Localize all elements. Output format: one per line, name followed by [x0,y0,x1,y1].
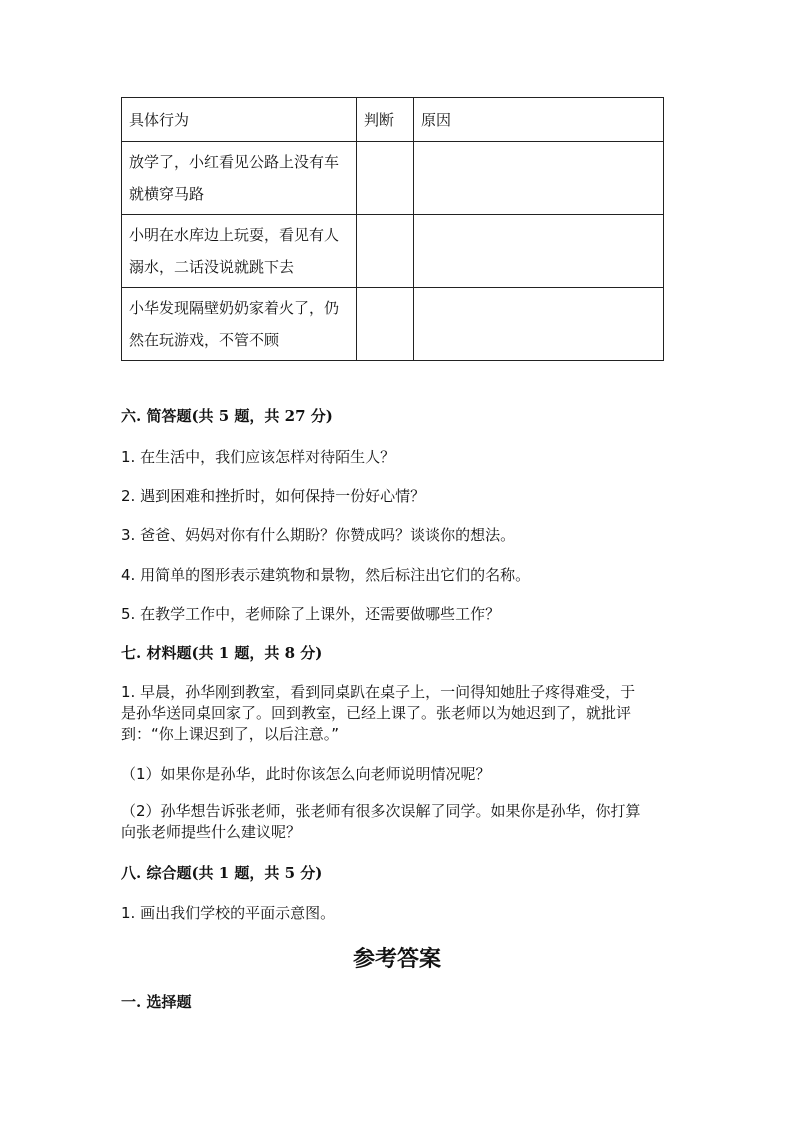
material-line: 是孙华送同桌回家了。回到教室，已经上课了。张老师以为她迟到了，就批评 [121,704,632,722]
table-row [122,142,664,215]
reason-cell[interactable] [414,142,664,215]
question-item: 1. 在生活中，我们应该怎样对待陌生人？ [121,448,396,466]
section-6-title: 六. 简答题(共 5 题，共 27 分) [121,407,333,425]
sub-question-2 [121,801,666,843]
section-8-title: 八. 综合题(共 1 题，共 5 分) [121,864,323,882]
material-line: 到：“你上课迟到了，以后注意。” [121,725,340,743]
answers-title: 参考答案 [352,946,441,972]
sub-question-line: 向张老师提些什么建议呢？ [121,823,302,841]
sub-question-1: （1）如果你是孙华，此时你该怎么向老师说明情况呢？ [121,765,491,783]
reason-cell[interactable] [414,288,664,361]
reason-cell[interactable] [414,215,664,288]
table-row [122,288,664,361]
table-row [122,215,664,288]
judgment-cell[interactable] [357,215,414,288]
behavior-cell [122,215,357,288]
material-line: 1. 早晨，孙华刚到教室，看到同桌趴在桌子上，一问得知她肚子疼得难受，于 [121,683,636,701]
behavior-line: 溺水，二话没说就跳下去 [129,258,295,276]
table-header-row [122,98,664,142]
judgment-cell[interactable] [357,288,414,361]
behavior-line: 然在玩游戏，不管不顾 [129,331,280,349]
judgment-cell[interactable] [357,142,414,215]
header-behavior: 具体行为 [122,98,357,142]
question-item: 1. 画出我们学校的平面示意图。 [121,904,336,922]
behavior-line: 放学了，小红看见公路上没有车 [129,153,340,171]
sub-question-line: （2）孙华想告诉张老师，张老师有很多次误解了同学。如果你是孙华，你打算 [121,802,641,820]
question-item: 2. 遇到困难和挫折时，如何保持一份好心情？ [121,487,426,505]
section-7-title: 七. 材料题(共 1 题，共 8 分) [121,644,323,662]
answers-section-1-title: 一. 选择题 [121,993,192,1011]
behavior-cell [122,288,357,361]
behavior-judgment-table [121,97,664,361]
material-passage [121,682,666,745]
behavior-line: 小明在水库边上玩耍，看见有人 [129,226,340,244]
question-item: 3. 爸爸、妈妈对你有什么期盼？你赞成吗？谈谈你的想法。 [121,526,516,544]
behavior-cell [122,142,357,215]
header-reason: 原因 [414,98,664,142]
question-item: 4. 用简单的图形表示建筑物和景物，然后标注出它们的名称。 [121,566,531,584]
behavior-line: 就横穿马路 [129,185,205,203]
header-judgment: 判断 [357,98,414,142]
question-item: 5. 在教学工作中，老师除了上课外，还需要做哪些工作？ [121,605,501,623]
behavior-line: 小华发现隔壁奶奶家着火了，仍 [129,299,340,317]
